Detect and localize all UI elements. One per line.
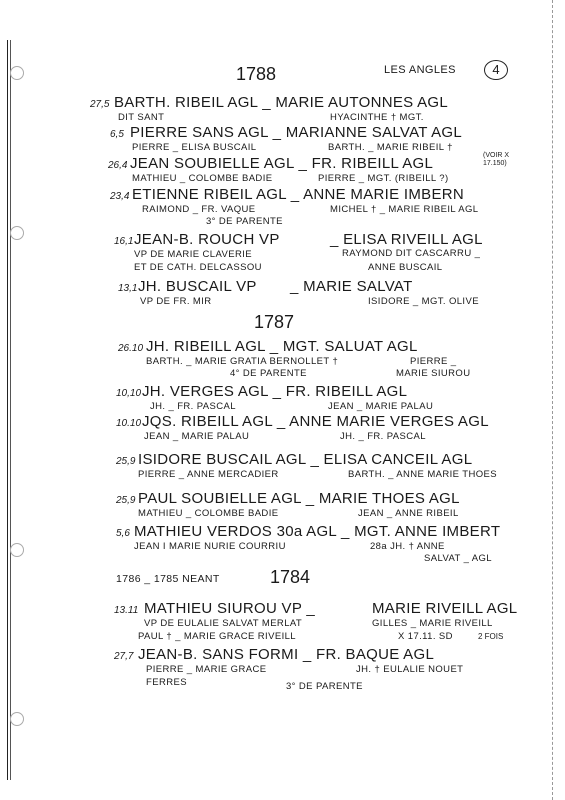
entry-spouses: JEAN SOUBIELLE AGL _ FR. RIBEILL AGL [130,155,434,172]
entry-date: 16,1 [114,236,134,247]
entry-parents-bride: BARTH. _ MARIE RIBEIL † [328,142,453,153]
entry-date: 25,9 [116,495,136,506]
entry-parents-bride: PIERRE _ [410,356,457,367]
entry-parents-groom: DIT SANT [118,112,165,123]
entry-parents-groom: MATHIEU _ COLOMBE BADIE [132,173,273,184]
punch-hole [10,66,24,80]
entry-parents-bride: JH. † EULALIE NOUET [356,664,464,675]
entry-spouses: ETIENNE RIBEIL AGL _ ANNE MARIE IMBERN [132,186,465,203]
entry-parents-bride: HYACINTHE † MGT. [330,112,424,123]
punch-hole [10,543,24,557]
entry-date: 27,5 [90,99,110,110]
page-left-border-inner [10,40,11,780]
entry-kinship: 4° DE PARENTE [230,368,307,379]
entry-groom-widower-of: VP DE EULALIE SALVAT MERLAT [144,618,303,629]
entry-spouses: BARTH. RIBEIL AGL _ MARIE AUTONNES AGL [114,94,449,111]
entry-date: 25,9 [116,456,136,467]
entry-parents-bride-2: SALVAT _ AGL [424,553,492,564]
entry-parents-bride: BARTH. _ ANNE MARIE THOES [348,469,498,480]
page-right-edge [552,0,553,800]
entry-spouses: ISIDORE BUSCAIL AGL _ ELISA CANCEIL AGL [138,451,473,468]
entry-parents-groom: RAIMOND _ FR. VAQUE [142,204,256,215]
entry-parents-bride: PIERRE _ MGT. (RIBEILL ?) [318,173,449,184]
page-left-border [7,40,8,780]
punch-hole [10,712,24,726]
entry-groom: JH. BUSCAIL VP [138,278,257,295]
entry-parents-groom: MATHIEU _ COLOMBE BADIE [138,508,279,519]
entry-spouses: PAUL SOUBIELLE AGL _ MARIE THOES AGL [138,490,460,507]
entry-bride: MARIE RIVEILL AGL [372,600,518,617]
entry-spouses: MATHIEU VERDOS 30a AGL _ MGT. ANNE IMBERT [134,523,501,540]
entry-parents-bride-2: MARIE SIUROU [396,368,471,379]
entry-note-2: 2 FOIS [478,632,504,641]
year-heading-1787: 1787 [254,312,295,332]
entry-date: 27,7 [114,651,134,662]
entry-spouses: JH. VERGES AGL _ FR. RIBEILL AGL [142,383,408,400]
entry-note: (VOIR X 17.150) [483,152,510,167]
entry-date: 10.10 [116,418,142,429]
neant-note: 1786 _ 1785 NEANT [116,573,220,585]
entry-parents-groom: JEAN _ MARIE PALAU [144,431,250,442]
entry-date: 26,4 [108,160,128,171]
year-heading-1788: 1788 [236,64,277,84]
entry-date: 13.11 [114,605,139,616]
entry-parents-bride: JEAN _ ANNE RIBEIL [358,508,459,519]
entry-spouses: PIERRE SANS AGL _ MARIANNE SALVAT AGL [130,124,463,141]
punch-hole [10,226,24,240]
entry-parents-bride: RAYMOND DIT CASCARRU _ [342,248,481,259]
entry-date: 6,5 [110,129,124,140]
entry-parents-bride: ISIDORE _ MGT. OLIVE [368,296,479,307]
entry-kinship: 3° DE PARENTE [206,216,283,227]
place-name: LES ANGLES [384,64,456,76]
entry-parents-bride: MICHEL † _ MARIE RIBEIL AGL [330,204,479,215]
entry-parents-bride: JEAN _ MARIE PALAU [328,401,434,412]
entry-parents-bride: 28a JH. † ANNE [370,541,445,552]
entry-parents-groom-2: FERRES [146,677,187,688]
entry-groom: JEAN-B. ROUCH VP [134,231,280,248]
entry-parents-bride: JH. _ FR. PASCAL [340,431,426,442]
entry-bride: _ ELISA RIVEILL AGL [330,231,483,248]
entry-date: 26.10 [118,343,144,354]
entry-groom-widower-of-2: ET DE CATH. DELCASSOU [134,262,262,273]
entry-parents-groom: PAUL † _ MARIE GRACE RIVEILL [138,631,296,642]
year-heading-1784: 1784 [270,567,311,587]
entry-parents-bride: GILLES _ MARIE RIVEILL [372,618,493,629]
entry-parents-groom: JH. _ FR. PASCAL [150,401,236,412]
page-number: 4 [484,60,508,80]
entry-date: 5,6 [116,528,130,539]
entry-date: 23,4 [110,191,130,202]
entry-spouses: JQS. RIBEILL AGL _ ANNE MARIE VERGES AGL [142,413,489,430]
entry-bride: _ MARIE SALVAT [290,278,413,295]
entry-date: 10,10 [116,388,142,399]
entry-date: 13,1 [118,283,138,294]
entry-spouses: JEAN-B. SANS FORMI _ FR. BAQUE AGL [138,646,435,663]
entry-parents-groom: BARTH. _ MARIE GRATIA BERNOLLET † [146,356,339,367]
entry-kinship: 3° DE PARENTE [286,681,363,692]
entry-groom: MATHIEU SIUROU VP _ [144,600,316,617]
entry-spouses: JH. RIBEILL AGL _ MGT. SALUAT AGL [146,338,418,355]
entry-parents-groom: JEAN I MARIE NURIE COURRIU [134,541,286,552]
entry-parents-groom: PIERRE _ MARIE GRACE [146,664,267,675]
entry-note: X 17.11. SD [398,631,453,642]
entry-groom-widower-of: VP DE FR. MIR [140,296,212,307]
entry-parents-bride-2: ANNE BUSCAIL [368,262,443,273]
entry-groom-widower-of: VP DE MARIE CLAVERIE [134,249,252,260]
entry-parents-groom: PIERRE _ ANNE MERCADIER [138,469,279,480]
entry-parents-groom: PIERRE _ ELISA BUSCAIL [132,142,257,153]
